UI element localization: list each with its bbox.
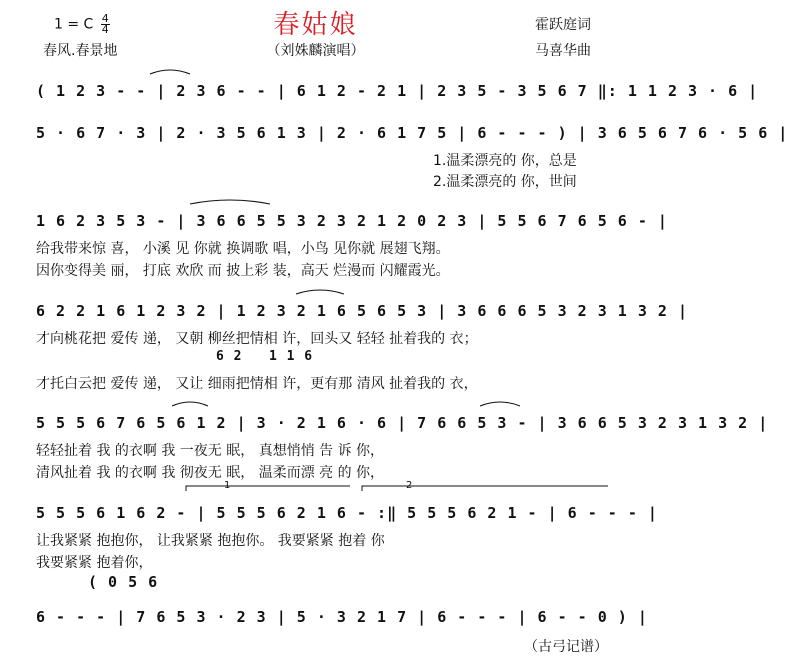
lyric-line-3-verse1: 给我带来惊 喜， 小溪 见 你就 换调歌 唱，小鸟 见你就 展翅飞翔。 (36, 241, 450, 257)
volta-bracket-1 (186, 486, 350, 491)
notation-line-4: 6 2 2 1 6 1 2 3 2 | 1 2 3 2 1 6 5 6 5 3 | 3 6 6 6 5 3 2 3 1 3 2 | (36, 302, 688, 320)
tie-line-5b (480, 402, 520, 406)
notation-credit: （古弓记谱） (524, 639, 608, 655)
lyric-verse1-intro: 1.温柔漂亮的 你，总是 (433, 153, 577, 169)
volta-bracket-2 (362, 486, 608, 491)
alt-notes-b: 1 1 6 (269, 349, 314, 364)
time-signature (101, 14, 110, 35)
notation-line-2: 5 · 6 7 · 3 | 2 · 3 5 6 1 3 | 2 · 6 1 7 5 | 6 - - - ) | 3 6 5 6 7 6 · 5 6 | (36, 124, 788, 142)
lyric-line-5-verse2: 清风扯着 我 的衣啊 我 彻夜无 眠， 温柔而漂 亮 的 你， (36, 465, 385, 481)
lyric-line-3-verse2: 因你变得美 丽， 打底 欢欣 而 披上彩 装，高天 烂漫而 闪耀霞光。 (36, 263, 450, 279)
notation-line-5: 5 5 5 6 7 6 5 6 1 2 | 3 · 2 1 6 · 6 | 7 6 6 5 3 - | 3 6 6 5 3 2 3 1 3 2 | (36, 414, 769, 432)
page-title: 春姑娘 (273, 10, 358, 40)
lyricist: 霍跃庭词 (535, 17, 591, 33)
notation-line-3: 1 6 2 3 5 3 - | 3 6 6 5 5 3 2 3 2 1 2 0 2 3 | 5 5 6 7 6 5 6 - | (36, 212, 668, 230)
notation-line-7: 6 - - - | 7 6 5 3 · 2 3 | 5 · 3 2 1 7 | 6 - - - | 6 - - 0 ) | (36, 608, 648, 626)
slur-line-3 (190, 200, 270, 204)
tie-line-4 (296, 290, 344, 294)
tie-line-5a (172, 402, 208, 406)
composer: 马喜华曲 (535, 43, 591, 59)
time-signature-top: 4 (101, 12, 109, 25)
notation-line-1: ( 1 2 3 - - | 2 3 6 - - | 6 1 2 - 2 1 | 2 3 5 - 3 5 6 7 ‖: 1 1 2 3 · 6 | (36, 82, 759, 100)
performer: （刘姝麟演唱） (266, 43, 365, 59)
key-label: 1 = C (54, 16, 94, 33)
time-signature-bottom: 4 (101, 23, 109, 36)
lyric-line-4-verse2: 才托白云把 爱传 递， 又让 细雨把情相 许，更有那 清风 扯着我的 衣， (36, 376, 478, 392)
slur-line-1 (150, 70, 190, 74)
volta-1-label: 1 (224, 480, 231, 491)
alt-notes-a: 6 2 (216, 349, 243, 364)
subtitle-left: 春风.春景地 (43, 43, 118, 59)
lyric-line-4-verse1: 才向桃花把 爱传 递， 又朝 柳丝把情相 许，回头又 轻轻 扯着我的 衣； (36, 331, 478, 347)
notation-line-6: 5 5 5 6 1 6 2 - | 5 5 5 6 2 1 6 - :‖ 5 5 5 6 2 1 - | 6 - - - | (36, 504, 658, 522)
lyric-line-6-verse1: 让我紧紧 抱抱你， 让我紧紧 抱抱你。 我要紧紧 抱着 你 (36, 533, 385, 549)
lyric-line-5-verse1: 轻轻扯着 我 的衣啊 我 一夜无 眠， 真想悄悄 告 诉 你， (36, 443, 385, 459)
key-signature (54, 14, 110, 35)
lyric-line-6-verse2: 我要紧紧 抱着你， (36, 555, 153, 571)
lyric-verse2-intro: 2.温柔漂亮的 你，世间 (433, 174, 577, 190)
pickup-notes: ( 0 5 6 (88, 573, 159, 591)
volta-2-label: 2 (406, 480, 413, 491)
